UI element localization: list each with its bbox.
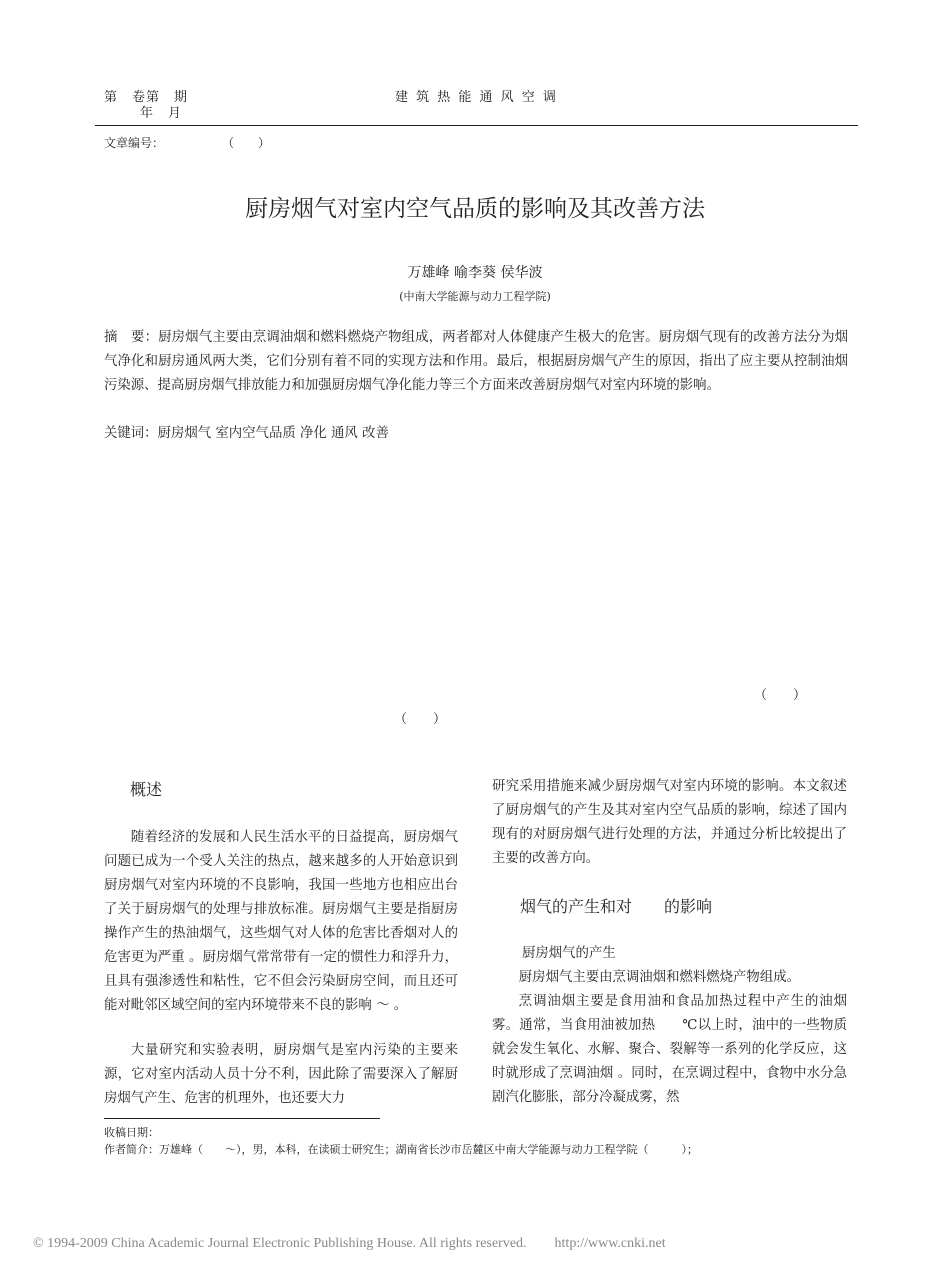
journal-volume-issue: 第 卷第 期 (104, 90, 189, 105)
footnote-rule (104, 1118, 380, 1119)
section-heading-smoke: 烟气的产生和对 的影响 (520, 897, 713, 916)
blank-paren-center: （ ） (394, 712, 447, 727)
footnote-author-bio: 作者简介：万雄峰（ ～），男，本科，在读硕士研究生；湖南省长沙市岳麓区中南大学能源与动力工程学院（ ）； (104, 1143, 698, 1156)
right-paragraph-1: 研究采用措施来减少厨房烟气对室内环境的影响。本文叙述了厨房烟气的产生及其对室内空气品质的影响，综述了国内现有的对厨房烟气进行处理的方法，并通过分析比较提出了主要的改善方向。 (492, 779, 847, 866)
blank-paren-right: （ ） (754, 688, 807, 703)
journal-name: 建 筑 热 能 通 风 空 调 (395, 90, 558, 105)
journal-date: 年 月 (140, 106, 183, 121)
abstract-text: 摘 要：厨房烟气主要由烹调油烟和燃料燃烧产物组成，两者都对人体健康产生极大的危害。厨房烟气现有的改善方法分为烟气净化和厨房通风两大类，它们分别有着不同的实现方法和作用。最后，根据厨房烟气产生的原因，指出了应主要从控制油烟污染源、提高厨房烟气排放能力和加强厨房烟气净化能力等三个方面来改善厨房烟气对室内环境的影响。 (104, 330, 848, 393)
header-rule (95, 125, 858, 126)
copyright-notice: © 1994-2009 China Academic Journal Electronic Publishing House. All rights reserved. http://www.cnki.net (33, 1236, 666, 1251)
subsection-heading: 厨房烟气的产生 (522, 946, 616, 961)
left-paragraph-1: 随着经济的发展和人民生活水平的日益提高，厨房烟气问题已成为一个受人关注的热点，越来越多的人开始意识到厨房烟气对室内环境的不良影响，我国一些地方也相应出台了关于厨房烟气的处理与排放标准。厨房烟气主要是指厨房操作产生的热油烟气，这些烟气对人体的危害比香烟对人的危害更为严重 。厨房烟气常常带有一定的惯性力和浮升力，且具有强渗透性和粘性，它不但会污染厨房空间，而且还可能对毗邻区域空间的室内环境带来不良的影响 ～ 。 (104, 830, 458, 1013)
right-paragraph-2: 厨房烟气主要由烹调油烟和燃料燃烧产物组成。 (518, 970, 800, 985)
article-id-label: 文章编号： (104, 136, 165, 150)
left-paragraph-2: 大量研究和实验表明，厨房烟气是室内污染的主要来源，它对室内活动人员十分不利，因此除了需要深入了解厨房烟气产生、危害的机理外，也还要大力 (104, 1043, 458, 1106)
paper-affiliation: (中南大学能源与动力工程学院) (399, 290, 551, 303)
paper-authors: 万雄峰 喻李葵 侯华波 (407, 265, 543, 281)
section-heading-overview: 概述 (130, 780, 163, 799)
right-paragraph-3: 烹调油烟主要是食用油和食品加热过程中产生的油烟雾。通常，当食用油被加热 ℃以上时，油中的一些物质就会发生氧化、水解、聚合、裂解等一系列的化学反应，这时就形成了烹调油烟 。同时，在烹调过程中，食物中水分急剧汽化膨胀，部分冷凝成雾，然 (492, 994, 847, 1105)
keywords: 关键词：厨房烟气 室内空气品质 净化 通风 改善 (104, 426, 389, 441)
footnote-received: 收稿日期： (104, 1126, 159, 1139)
paper-title: 厨房烟气对室内空气品质的影响及其改善方法 (245, 196, 705, 222)
article-id-paren: （ ） (222, 136, 271, 150)
